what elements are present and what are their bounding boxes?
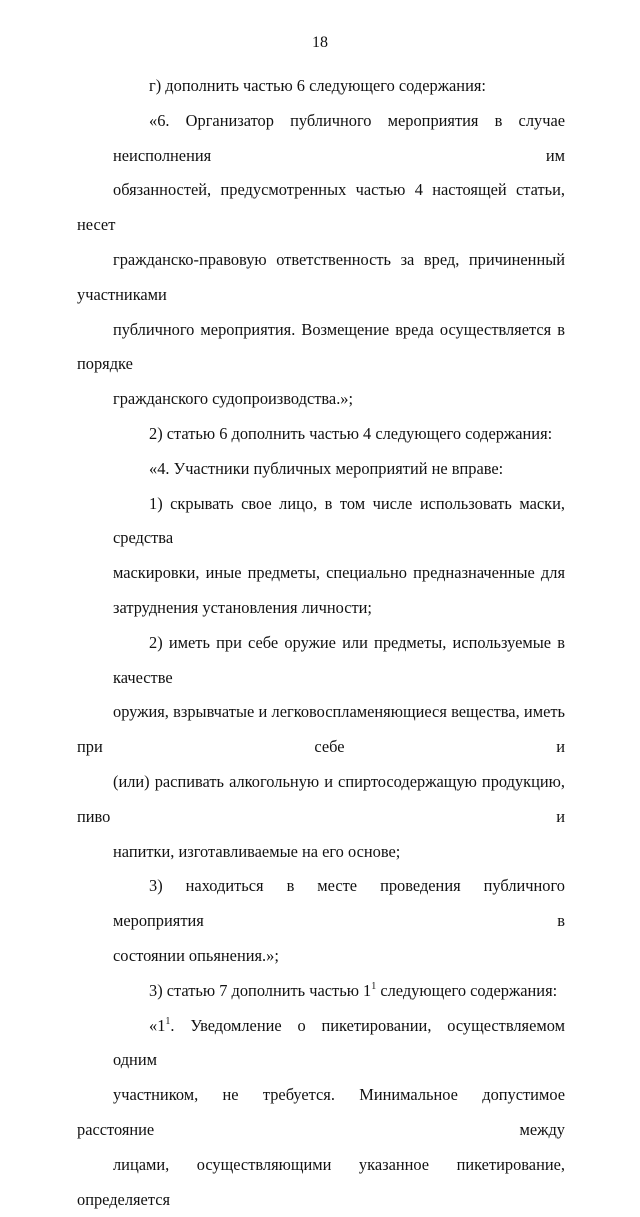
text-fragment: «1 — [149, 1015, 166, 1035]
paragraph-8 — [77, 974, 565, 1009]
text-line: публичного мероприятия. Возмещение вреда осуществляется в порядке — [77, 319, 565, 374]
paragraph-5 — [77, 487, 565, 626]
paragraph-3 — [77, 417, 565, 452]
text-line — [77, 974, 565, 1009]
document-body — [77, 69, 565, 1217]
text-line: затруднения установления личности; — [113, 597, 372, 617]
text-line: напитки, изготавливаемые на его основе; — [113, 841, 401, 861]
text-line: 1) скрывать свое лицо, в том числе использовать маски, средства — [113, 493, 565, 548]
paragraph-4 — [77, 452, 565, 487]
text-line: «4. Участники публичных мероприятий не вправе: — [149, 458, 504, 478]
text-line: «6. Организатор публичного мероприятия в случае неисполнения им — [113, 110, 565, 165]
text-line — [77, 1009, 565, 1079]
text-line: 2) иметь при себе оружие или предметы, используемые в качестве — [113, 632, 565, 687]
text-fragment: . Уведомление о пикетировании, осуществляемом одним — [113, 1015, 565, 1070]
superscript: 1 — [165, 1015, 171, 1027]
text-line: участником, не требуется. Минимальное допустимое расстояние между — [77, 1085, 565, 1139]
paragraph-1 — [77, 69, 565, 104]
text-line: обязанностей, предусмотренных частью 4 настоящей статьи, несет — [77, 180, 565, 235]
text-line: г) дополнить частью 6 следующего содержания: — [149, 76, 486, 95]
text-line: лицами, осуществляющими указанное пикетирование, определяется — [77, 1154, 565, 1209]
paragraph-7 — [77, 869, 565, 973]
text-line: гражданско-правовую ответственность за вред, причиненный участниками — [77, 249, 565, 304]
page-number: 18 — [312, 34, 328, 51]
text-fragment: 3) статью 7 дополнить частью 1 — [149, 980, 372, 1000]
text-line: оружия, взрывчатые и легковоспламеняющиеся вещества, иметь при себе и — [77, 702, 565, 757]
text-line: маскировки, иные предметы, специально предназначенные для — [113, 563, 565, 583]
text-line: (или) распивать алкогольную и спиртосодержащую продукцию, пиво и — [77, 771, 565, 826]
paragraph-9 — [77, 1009, 565, 1217]
text-line: состоянии опьянения.»; — [113, 945, 279, 965]
text-line: гражданского судопроизводства.»; — [113, 389, 354, 409]
paragraph-6 — [77, 626, 565, 870]
paragraph-2 — [77, 104, 565, 417]
text-line: 2) статью 6 дополнить частью 4 следующего содержания: — [149, 423, 553, 443]
superscript: 1 — [371, 980, 377, 992]
text-fragment: следующего содержания: — [376, 980, 558, 1000]
text-line: 3) находиться в месте проведения публичного мероприятия в — [113, 876, 565, 931]
